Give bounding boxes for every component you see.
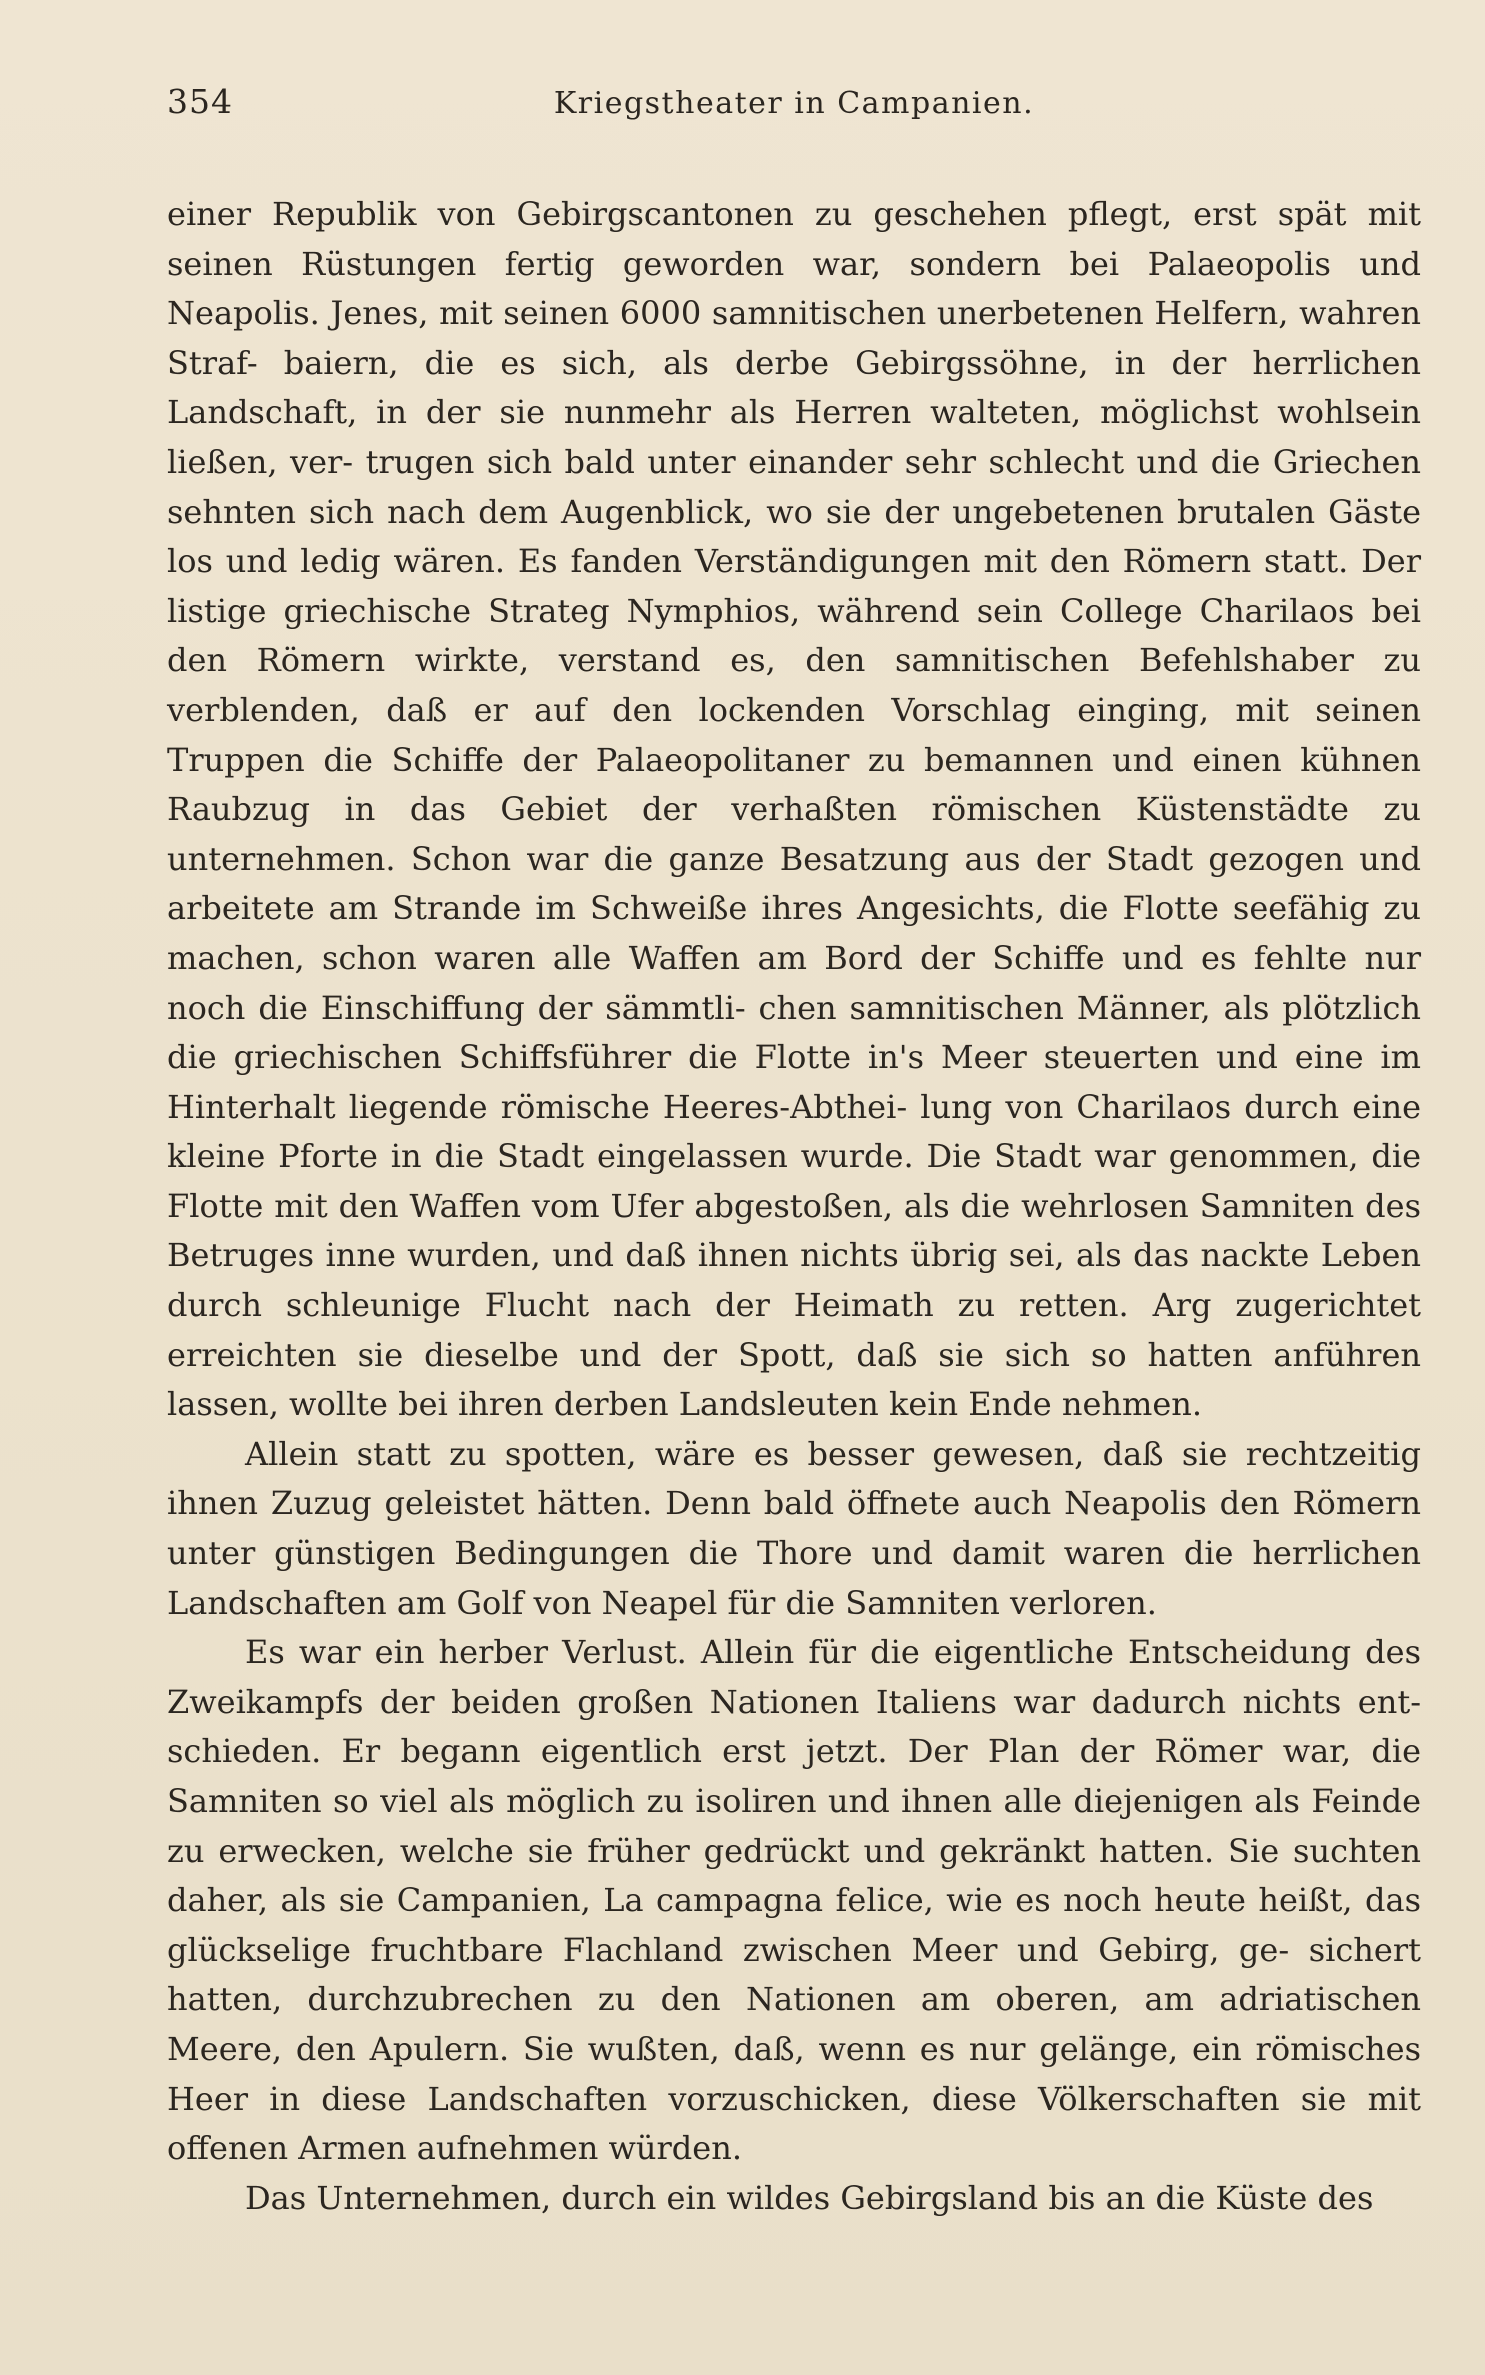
paragraph: Allein statt zu spotten, wäre es besser gewesen, daß sie rechtzeitig ihnen Zuzug geleistet hätten. Denn bald öffnete auch Neapolis den Römern unter günstigen Bedingungen die Thore und damit waren die herrlichen Landschaften am Golf von Neapel für die Samniten verloren.: [167, 1434, 1421, 1622]
paragraph: Das Unternehmen, durch ein wildes Gebirgsland bis an die Küste des: [245, 2178, 1374, 2217]
running-head: [167, 82, 1421, 132]
paragraph: Es war ein herber Verlust. Allein für die eigentliche Entscheidung des Zweikampfs der beiden großen Nationen Italiens war dadurch nichts ent- schieden. Er begann eigentlich erst jetzt. Der Plan der Römer war, die Samniten so viel als möglich zu isoliren und ihnen alle diejenigen als Feinde zu erwecken, welche sie früher gedrückt und gekränkt hatten. Sie suchten daher, als sie Campanien, La campagna felice, wie es noch heute heißt, das glückselige fruchtbare Flachland zwischen Meer und Gebirg, ge- sichert hatten, durchzubrechen zu den Nationen am oberen, am adriatischen Meere, den Apulern. Sie wußten, daß, wenn es nur gelänge, ein römisches Heer in diese Landschaften vorzuschicken, diese Völkerschaften sie mit offenen Armen aufnehmen würden.: [167, 1633, 1421, 2168]
paragraph-continued: einer Republik von Gebirgscantonen zu geschehen pflegt, erst spät mit seinen Rüstungen fertig geworden war, sondern bei Palaeopolis und Neapolis. Jenes, mit seinen 6000 samnitischen unerbetenen Helfern, wahren Straf- baiern, die es sich, als derbe Gebirgssöhne, in der herrlichen Landschaft, in der sie nunmehr als Herren walteten, möglichst wohlsein ließen, ver- trugen sich bald unter einander sehr schlecht und die Griechen sehnten sich nach dem Augenblick, wo sie der ungebetenen brutalen Gäste los und ledig wären. Es fanden Verständigungen mit den Römern statt. Der listige griechische Strateg Nymphios, während sein College Charilaos bei den Römern wirkte, verstand es, den samnitischen Befehlshaber zu verblenden, daß er auf den lockenden Vorschlag einging, mit seinen Truppen die Schiffe der Palaeopolitaner zu bemannen und einen kühnen Raubzug in das Gebiet der verhaßten römischen Küstenstädte zu unternehmen. Schon war die ganze Besatzung aus der Stadt gezogen und arbeitete am Strande im Schweiße ihres Angesichts, die Flotte seefähig zu machen, schon waren alle Waffen am Bord der Schiffe und es fehlte nur noch die Einschiffung der sämmtli- chen samnitischen Männer, als plötzlich die griechischen Schiffsführer die Flotte in's Meer steuerten und eine im Hinterhalt liegende römische Heeres-Abthei- lung von Charilaos durch eine kleine Pforte in die Stadt eingelassen wurde. Die Stadt war genommen, die Flotte mit den Waffen vom Ufer abgestoßen, als die wehrlosen Samniten des Betruges inne wurden, und daß ihnen nichts übrig sei, als das nackte Leben durch schleunige Flucht nach der Heimath zu retten. Arg zugerichtet erreichten sie dieselbe und der Spott, daß sie sich so hatten anführen lassen, wollte bei ihren derben Landsleuten kein Ende nehmen.: [167, 195, 1421, 1424]
body-text: [167, 190, 1421, 2223]
page-number: 354: [167, 82, 233, 121]
running-title: Kriegstheater in Campanien.: [553, 86, 1035, 121]
